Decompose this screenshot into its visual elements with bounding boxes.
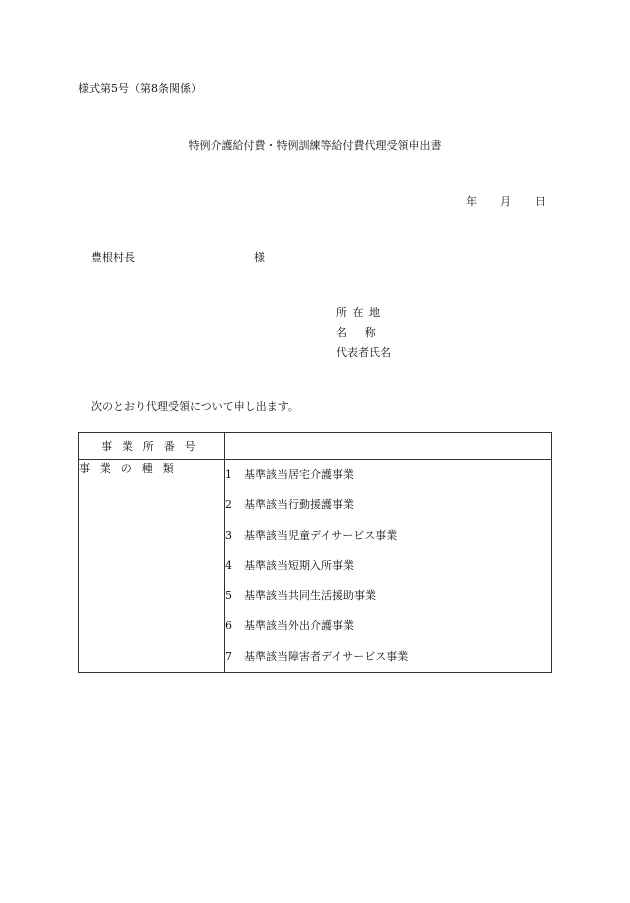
form-number: 様式第5号（第8条関係） [78,82,202,95]
business-type-number: 7 [225,649,232,663]
business-type-item[interactable] [225,642,551,672]
applicant-representative-label: 代表者氏名 [336,346,391,359]
applicant-name-label: 名称 [336,326,394,339]
addressee-name: 豊根村長 [91,251,135,264]
business-type-number: 1 [225,468,232,481]
business-type-label: 基準該当外出介護事業 [244,619,354,633]
date-year-label: 年 [466,195,477,208]
business-type-number: 5 [225,589,232,603]
business-type-item[interactable] [225,611,551,641]
application-table [78,432,552,673]
office-number-row [79,433,552,460]
business-type-label-cell [79,460,225,673]
business-type-item[interactable] [225,581,551,611]
business-type-label: 基準該当障害者デイサービス事業 [244,649,409,663]
business-type-label: 基準該当行動援護事業 [244,498,354,512]
business-type-item[interactable] [225,521,551,551]
office-number-label-cell [79,433,225,460]
business-type-number: 3 [225,528,232,542]
date-month-label: 月 [500,195,511,208]
business-type-list [225,460,552,673]
document-title: 特例介護給付費・特例訓練等給付費代理受領申出書 [188,139,442,152]
business-type-label: 基準該当短期入所事業 [244,558,354,572]
business-type-item[interactable] [225,490,551,520]
office-number-field[interactable] [225,433,552,460]
business-type-label: 事業の種類 [79,462,184,475]
business-type-item[interactable] [225,551,551,581]
date-day-label: 日 [535,195,546,208]
business-type-row [79,460,552,673]
business-type-label: 基準該当児童デイサービス事業 [244,528,398,542]
business-type-item[interactable] [225,460,551,490]
addressee-honorific: 様 [254,251,265,264]
business-type-number: 4 [225,558,232,572]
business-type-label: 基準該当居宅介護事業 [244,468,354,481]
intro-text: 次のとおり代理受領について申し出ます。 [91,400,299,413]
office-number-label: 事業所番号 [101,440,206,453]
applicant-address-label: 所在地 [336,306,386,319]
business-type-number: 6 [225,619,232,633]
business-type-number: 2 [225,498,232,512]
business-type-label: 基準該当共同生活援助事業 [244,589,376,603]
